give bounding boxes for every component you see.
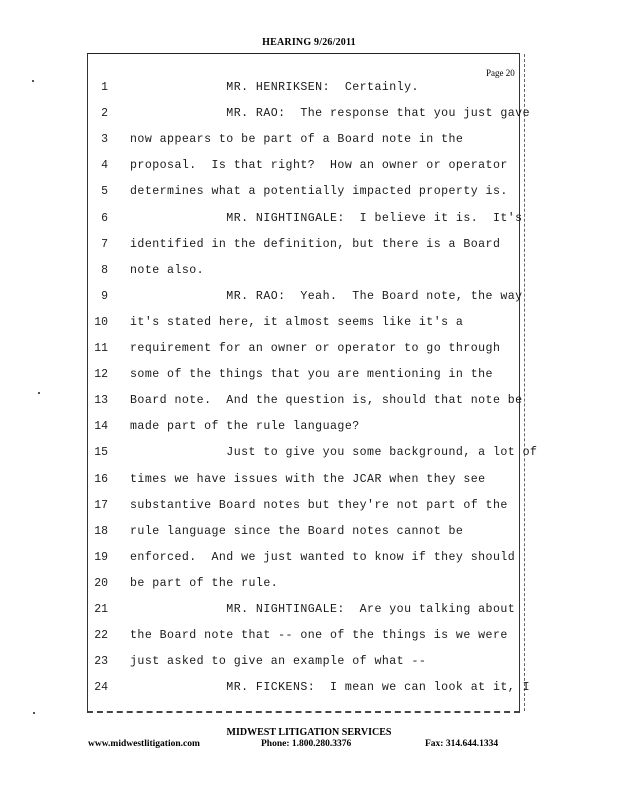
scan-speck: [38, 392, 40, 394]
transcript-line: [0, 574, 618, 594]
scan-speck: [32, 80, 34, 82]
line-text: times we have issues with the JCAR when they see: [130, 472, 486, 486]
line-number: 6: [101, 211, 108, 225]
line-number: 3: [101, 133, 108, 147]
line-text: substantive Board notes but they're not part of the: [130, 498, 508, 512]
line-number: 19: [94, 550, 108, 564]
transcript-line: [0, 626, 618, 646]
transcript-line: [0, 209, 618, 229]
line-number: 2: [101, 107, 108, 121]
transcript-line: [0, 548, 618, 568]
line-text: identified in the definition, but there is a Board: [130, 237, 501, 251]
line-number: 11: [94, 342, 108, 355]
page-number: Page 20: [486, 68, 515, 78]
line-text: MR. NIGHTINGALE: Are you talking about: [130, 603, 516, 616]
line-number: 9: [101, 289, 108, 303]
footer-fax: Fax: 314.644.1334: [425, 739, 499, 749]
line-text: the Board note that -- one of the things is we were: [130, 629, 508, 643]
footer-company: MIDWEST LITIGATION SERVICES: [226, 727, 392, 738]
transcript-line: [0, 496, 618, 516]
line-text: MR. NIGHTINGALE: I believe it is. It's: [130, 211, 523, 225]
line-text: Just to give you some background, a lot of: [130, 446, 538, 460]
line-text: some of the things that you are mentioning in the: [130, 368, 493, 382]
line-text: MR. FICKENS: I mean we can look at it, I: [130, 681, 530, 695]
line-number: 10: [94, 315, 108, 329]
line-text: MR. RAO: The response that you just gave: [130, 107, 530, 121]
scan-speck: [33, 712, 35, 714]
line-text: rule language since the Board notes cannot be: [130, 524, 464, 538]
transcript-line: [0, 522, 618, 542]
line-number: 16: [94, 472, 108, 486]
line-number: 18: [94, 524, 108, 538]
line-text: now appears to be part of a Board note in the: [130, 133, 464, 147]
page-header: HEARING 9/26/2011: [262, 37, 356, 48]
line-number: 14: [94, 420, 108, 434]
transcript-line: [0, 261, 618, 281]
line-number: 12: [94, 368, 108, 382]
transcript-line: [0, 130, 618, 150]
transcript-line: [0, 365, 618, 385]
line-number: 24: [94, 681, 108, 695]
line-text: Board note. And the question is, should that note be: [130, 394, 523, 408]
transcript-line: [0, 78, 618, 98]
transcript-line: [0, 313, 618, 333]
line-text: just asked to give an example of what --: [130, 655, 427, 669]
transcript-line: [0, 443, 618, 463]
line-number: 15: [94, 446, 108, 460]
footer-phone: Phone: 1.800.280.3376: [261, 739, 352, 749]
line-number: 7: [101, 237, 108, 251]
line-text: proposal. Is that right? How an owner or operator: [130, 159, 508, 173]
line-number: 17: [94, 498, 108, 512]
line-number: 5: [101, 185, 108, 199]
transcript-line: [0, 470, 618, 490]
line-text: determines what a potentially impacted property is.: [130, 185, 508, 199]
transcript-line: [0, 417, 618, 437]
line-number: 1: [101, 81, 108, 94]
line-text: be part of the rule.: [130, 576, 279, 590]
line-number: 23: [94, 655, 108, 669]
line-number: 4: [101, 159, 108, 173]
line-text: requirement for an owner or operator to go through: [130, 342, 501, 355]
line-text: it's stated here, it almost seems like it's a: [130, 315, 464, 329]
line-text: enforced. And we just wanted to know if they should: [130, 550, 516, 564]
line-text: MR. RAO: Yeah. The Board note, the way: [130, 289, 523, 303]
line-number: 21: [94, 603, 108, 616]
transcript-line: [0, 678, 618, 698]
transcript-line: [0, 600, 618, 620]
line-text: made part of the rule language?: [130, 420, 360, 434]
transcript-line: [0, 182, 618, 202]
transcript-line: [0, 391, 618, 411]
line-number: 22: [94, 629, 108, 643]
footer-website: www.midwestlitigation.com: [88, 739, 200, 749]
transcript-line: [0, 287, 618, 307]
transcript-line: [0, 339, 618, 359]
transcript-line: [0, 235, 618, 255]
transcript-line: [0, 104, 618, 124]
line-number: 8: [101, 263, 108, 277]
line-number: 20: [94, 576, 108, 590]
line-text: note also.: [130, 263, 205, 277]
line-number: 13: [94, 394, 108, 408]
transcript-line: [0, 156, 618, 176]
line-text: MR. HENRIKSEN: Certainly.: [130, 81, 419, 94]
transcript-line: [0, 652, 618, 672]
